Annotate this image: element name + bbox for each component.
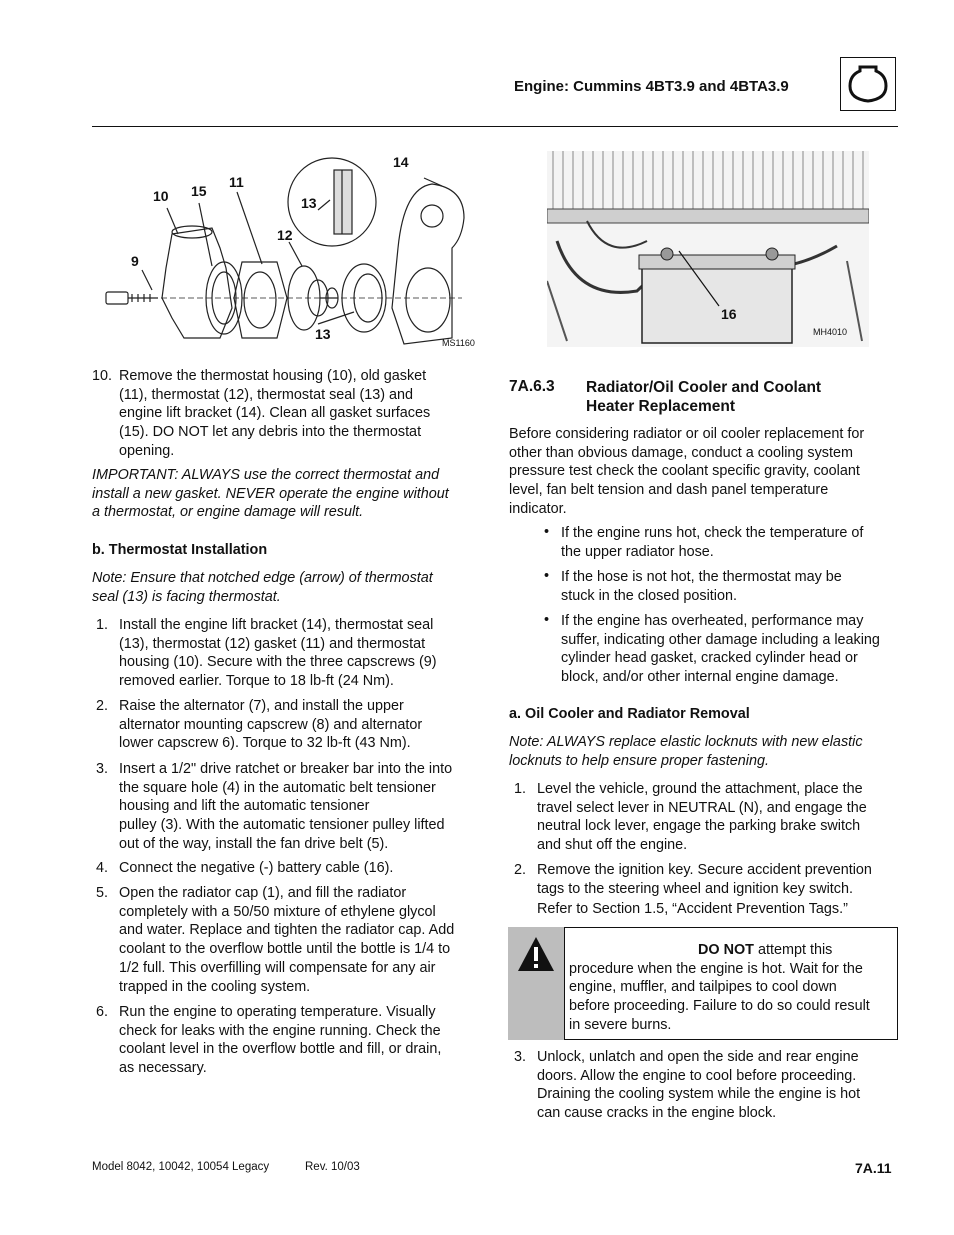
callout-13-detail: 13 <box>301 195 317 211</box>
step-number: 5. <box>96 885 109 901</box>
step-number: 6. <box>96 1004 109 1020</box>
step-number: 2. <box>514 862 527 878</box>
radiator-battery-photo <box>547 151 869 347</box>
warning-triangle-icon <box>508 927 564 987</box>
step-text: Insert a 1/2" drive ratchet or breaker bar into the into the square hole (4) in the automatic belt tensioner housing and lift the automatic tensioner pulley (3). With the automatic tensioner pulley lifted out of the way, install the fan drive belt (5). <box>119 761 453 852</box>
step-text: Install the engine lift bracket (14), thermostat seal (13), thermostat (12) gasket (11) and thermostat housing (10). Secure with the three capscrews (9) removed earlier. Torque to 18 lb-ft (24 Nm). <box>119 617 437 690</box>
warning-text: DO NOT attempt this procedure when the engine is hot. Wait for the engine, muffler, and tailpipes to cool down before proceeding. Failure to do so could result in severe burns. <box>569 942 870 1033</box>
step-number: 4. <box>96 860 109 876</box>
bullet-item: If the engine runs hot, check the temperature of the upper radiator hose. <box>561 525 864 560</box>
page-header-title: Engine: Cummins 4BT3.9 and 4BTA3.9 <box>514 78 789 95</box>
intro-paragraph: Before considering radiator or oil cooler replacement for other than obvious damage, conduct a cooling system pressure test check the coolant specific gravity, coolant level, fan belt tension and dash panel temperature indicator. <box>509 426 865 517</box>
bullet-item: If the engine has overheated, performance may suffer, indicating other damage including a leaking cylinder head gasket, cracked cylinder head or block, and/or other internal engine damage. <box>561 613 880 686</box>
step-number: 2. <box>96 698 109 714</box>
note-locknuts: Note: ALWAYS replace elastic locknuts with new elastic locknuts to help ensure proper fastening. <box>509 734 863 769</box>
callout-9: 9 <box>131 253 139 269</box>
footer-revision: Rev. 10/03 <box>305 1161 360 1173</box>
figure-code: MH4010 <box>813 327 848 337</box>
subheading-oil-cooler-removal: a. Oil Cooler and Radiator Removal <box>509 706 750 722</box>
step-10-number: 10. <box>92 368 113 384</box>
step-number: 3. <box>514 1049 527 1065</box>
callout-12: 12 <box>277 227 293 243</box>
step-number: 1. <box>96 617 109 633</box>
step-text: Open the radiator cap (1), and fill the radiator completely with a 50/50 mixture of ethylene glycol and water. Replace and tighten the radiator cap. Add coolant to the overflow bottle until the bottle is 1/4 to 1/2 full. This overfilling will compensate for any air trapped in the cooling system. <box>119 885 455 995</box>
callout-15: 15 <box>191 183 207 199</box>
section-number: 7A.6.3 <box>509 378 555 395</box>
note-thermostat-seal: Note: Ensure that notched edge (arrow) of thermostat seal (13) is facing thermostat. <box>92 570 433 605</box>
header-rule <box>92 126 898 127</box>
page-number: 7A.11 <box>855 1160 892 1176</box>
step-text: Level the vehicle, ground the attachment, place the travel select lever in NEUTRAL (N), and engage the neutral lock lever, engage the parking brake switch and shut off the engine. <box>537 781 867 854</box>
step-text: Connect the negative (-) battery cable (16). <box>119 860 394 876</box>
footer-model: Model 8042, 10042, 10054 Legacy <box>92 1161 270 1173</box>
warning-sidebar <box>508 927 565 1040</box>
subheading-thermostat-installation: b. Thermostat Installation <box>92 542 268 558</box>
bullet-marker: • <box>544 524 550 540</box>
section-title: Radiator/Oil Cooler and Coolant Heater Replacement <box>586 379 822 415</box>
step-number: 3. <box>96 761 109 777</box>
thermostat-exploded-diagram <box>92 148 484 358</box>
callout-10: 10 <box>153 188 169 204</box>
engine-icon <box>840 57 896 111</box>
step-text: Unlock, unlatch and open the side and rear engine doors. Allow the engine to cool before proceeding. Draining the cooling system while the engine is hot can cause cracks in the engine block. <box>537 1049 861 1122</box>
bullet-item: If the hose is not hot, the thermostat may be stuck in the closed position. <box>561 569 842 604</box>
step-10-text: Remove the thermostat housing (10), old gasket (11), thermostat (12), thermostat seal (13) and engine lift bracket (14). Clean all gasket surfaces (15). DO NOT let any debris into the thermostat opening. <box>119 368 431 459</box>
figure-code: MS1160 <box>442 338 475 348</box>
step-text: Remove the ignition key. Secure accident prevention tags to the steering wheel and ignition key switch. Refer to Section 1.5, “Accident Prevention Tags.” <box>537 862 872 918</box>
step-text: Run the engine to operating temperature. Visually check for leaks with the engine running. Check the coolant level in the overflow bottle and fill, or drain, as necessary. <box>119 1004 442 1077</box>
bullet-marker: • <box>544 568 550 584</box>
callout-11: 11 <box>229 174 244 190</box>
step-number: 1. <box>514 781 527 797</box>
warning-lead: DO NOT <box>698 942 754 958</box>
bullet-marker: • <box>544 612 550 628</box>
callout-14: 14 <box>393 154 409 170</box>
callout-16: 16 <box>721 306 737 322</box>
step-text: Raise the alternator (7), and install the upper alternator mounting capscrew (8) and alternator lower capscrew 6). Torque to 32 lb-ft (43 Nm). <box>119 698 423 752</box>
callout-13: 13 <box>315 326 331 342</box>
important-note: IMPORTANT: ALWAYS use the correct thermostat and install a new gasket. NEVER operate the engine without a thermostat, or engine damage will result. <box>92 467 449 521</box>
